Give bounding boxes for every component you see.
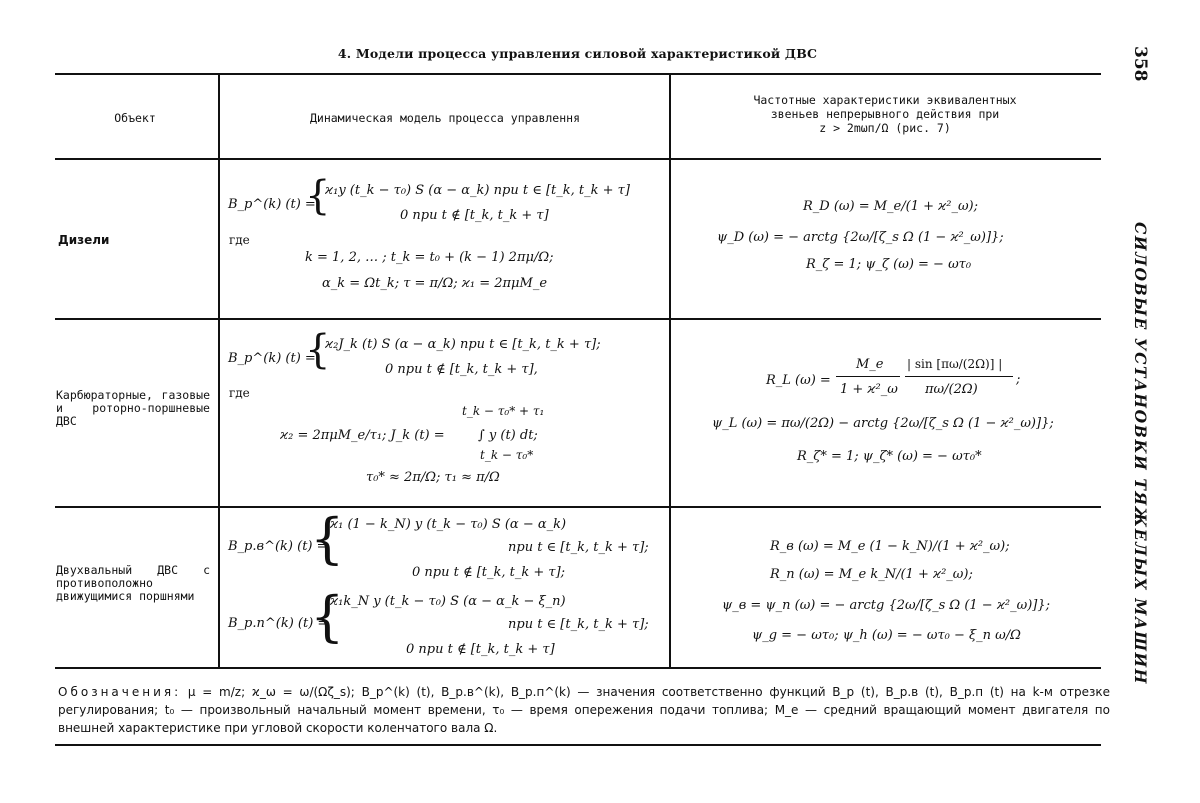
row2-object: Карбюраторные, газовые и роторно-поршневые ДВС [56, 388, 210, 429]
notes-label: Обозначения: [58, 685, 182, 699]
row3-a1: ϰ₁ (1 − k_N) y (t_k − τ₀) S (α − α_k) [330, 517, 567, 532]
row2-freq-den2: πω/(2Ω) [925, 382, 978, 397]
row1-line1: k = 1, 2, … ; t_k = t₀ + (k − 1) 2πμ/Ω; [305, 250, 554, 265]
row1-line2: α_k = Ωt_k; τ = π/Ω; ϰ₁ = 2πμM_e [322, 276, 548, 291]
header-freq-line3: z > 2mωп/Ω (рис. 7) [819, 121, 951, 135]
row2-case2: 0 при t ∉ [t_k, t_k + τ], [385, 362, 538, 377]
row1-freq-line2: ψ_D (ω) = − arctg {2ω/[ζ_s Ω (1 − ϰ²_ω)]}; [717, 230, 1004, 245]
row2-line1: ϰ₂ = 2πμM_e/τ₁; J_k (t) = [280, 428, 445, 443]
row3-freq-line1: R_в (ω) = M_e (1 − k_N)/(1 + ϰ²_ω); [770, 539, 1010, 554]
notes [58, 683, 1110, 737]
header-object-text: Объект [114, 111, 156, 125]
row2-freq-num1: M_e [856, 357, 884, 372]
row3-lhs2: B_p.п^(k) (t) = [228, 616, 329, 631]
row2-freq-lhs: R_L (ω) = [766, 373, 831, 388]
vrule-2 [669, 75, 671, 667]
row3-freq-line4: ψ_g = − ωτ₀; ψ_h (ω) = − ωτ₀ − ξ_п ω/Ω [752, 628, 1021, 643]
row1-lhs: B_p^(k) (t) = [228, 197, 316, 212]
row3-freq-line2: R_п (ω) = M_e k_N/(1 + ϰ²_ω); [770, 567, 973, 582]
rule-top [55, 73, 1101, 75]
row2-case1: ϰ₂J_k (t) S (α − α_k) при t ∈ [t_k, t_k + τ]; [325, 337, 601, 352]
row2-freq-bar1 [836, 376, 900, 377]
row2-freq-line3: R_ζ* = 1; ψ_ζ* (ω) = − ωτ₀* [797, 449, 982, 464]
row2-int-lower: t_k − τ₀* [480, 448, 534, 462]
row2-int-upper: t_k − τ₀* + τ₁ [462, 404, 545, 418]
row2-freq-num2: | sin [πω/(2Ω)] | [907, 357, 1003, 371]
notes-text: μ = m/z; ϰ_ω = ω/(Ωζ_s); B_p^(k) (t), B_p.в^(k), B_p.п^(k) — значения соответственно функций B_p (t), B_p.в (t), B_p.п (t) на k-м отрезке регулирования; t₀ — произвольный начальный момент времени, τ₀ — время опережения подачи топлива; M_e — средний вращающий момент двигателя по внешней характеристике при угловой скорости коленчатого вала Ω. [58, 685, 1110, 735]
row2-freq-end: ; [1016, 372, 1021, 387]
row3-brace1: { [310, 507, 345, 570]
rule-table-bottom [55, 667, 1101, 669]
row3-b2: при t ∈ [t_k, t_k + τ]; [508, 617, 649, 632]
row2-freq-line2: ψ_L (ω) = πω/(2Ω) − arctg {2ω/[ζ_s Ω (1 − ϰ²_ω)]}; [712, 416, 1054, 431]
rule-row2-bottom [55, 506, 1101, 508]
row3-lhs1: B_p.в^(k) (t) = [228, 539, 328, 554]
header-freq-line2: звеньев непрерывного действия при [770, 107, 1000, 121]
rule-notes-bottom [55, 744, 1101, 746]
row2-lhs: B_p^(k) (t) = [228, 351, 316, 366]
header-object [60, 111, 210, 126]
row2-freq-bar2 [905, 376, 1013, 377]
row3-object: Двухвальный ДВС с противоположно движущимися поршнями [56, 563, 210, 604]
row3-freq-line3: ψ_в = ψ_п (ω) = − arctg {2ω/[ζ_s Ω (1 − ϰ²_ω)]}; [722, 598, 1051, 613]
row3-b1: ϰ₁k_N y (t_k − τ₀) S (α − α_k − ξ_п) [330, 594, 566, 609]
vrule-1 [218, 75, 220, 667]
running-head: 4. Модели процесса управления силовой характеристикой ДВС [337, 46, 818, 61]
row3-a2: при t ∈ [t_k, t_k + τ]; [508, 540, 649, 555]
row2-freq-den1: 1 + ϰ²_ω [840, 382, 898, 397]
page-number: 358 [1130, 46, 1150, 82]
row1-where: где [229, 233, 250, 247]
row2-brace: { [305, 327, 331, 373]
row3-a3: 0 при t ∉ [t_k, t_k + τ]; [412, 565, 566, 580]
header-freq-line1: Частотные характеристики эквивалентных [753, 93, 1017, 107]
row3-brace2: { [310, 585, 345, 648]
row1-brace: { [305, 173, 331, 219]
row2-int-body: ∫ y (t) dt; [478, 428, 538, 443]
row2-where: где [229, 386, 250, 400]
row1-object: Дизели [58, 233, 110, 247]
row2-line2: τ₀* ≈ 2π/Ω; τ₁ ≈ π/Ω [366, 470, 500, 485]
rule-header-bottom [55, 158, 1101, 160]
row1-freq-line1: R_D (ω) = M_e/(1 + ϰ²_ω); [803, 199, 978, 214]
row1-freq-line3: R_ζ = 1; ψ_ζ (ω) = − ωτ₀ [806, 257, 972, 272]
rule-row1-bottom [55, 318, 1101, 320]
header-freq [675, 93, 1095, 135]
row1-case2: 0 при t ∉ [t_k, t_k + τ] [400, 208, 549, 223]
row1-case1: ϰ₁y (t_k − τ₀) S (α − α_k) при t ∈ [t_k, t_k + τ] [325, 183, 630, 198]
header-model [225, 111, 665, 126]
header-model-text: Динамическая модель процесса управлення [309, 111, 581, 125]
row3-b3: 0 при t ∉ [t_k, t_k + τ] [406, 642, 555, 657]
side-title: СИЛОВЫЕ УСТАНОВКИ ТЯЖЕЛЫХ МАШИН [1131, 222, 1150, 686]
